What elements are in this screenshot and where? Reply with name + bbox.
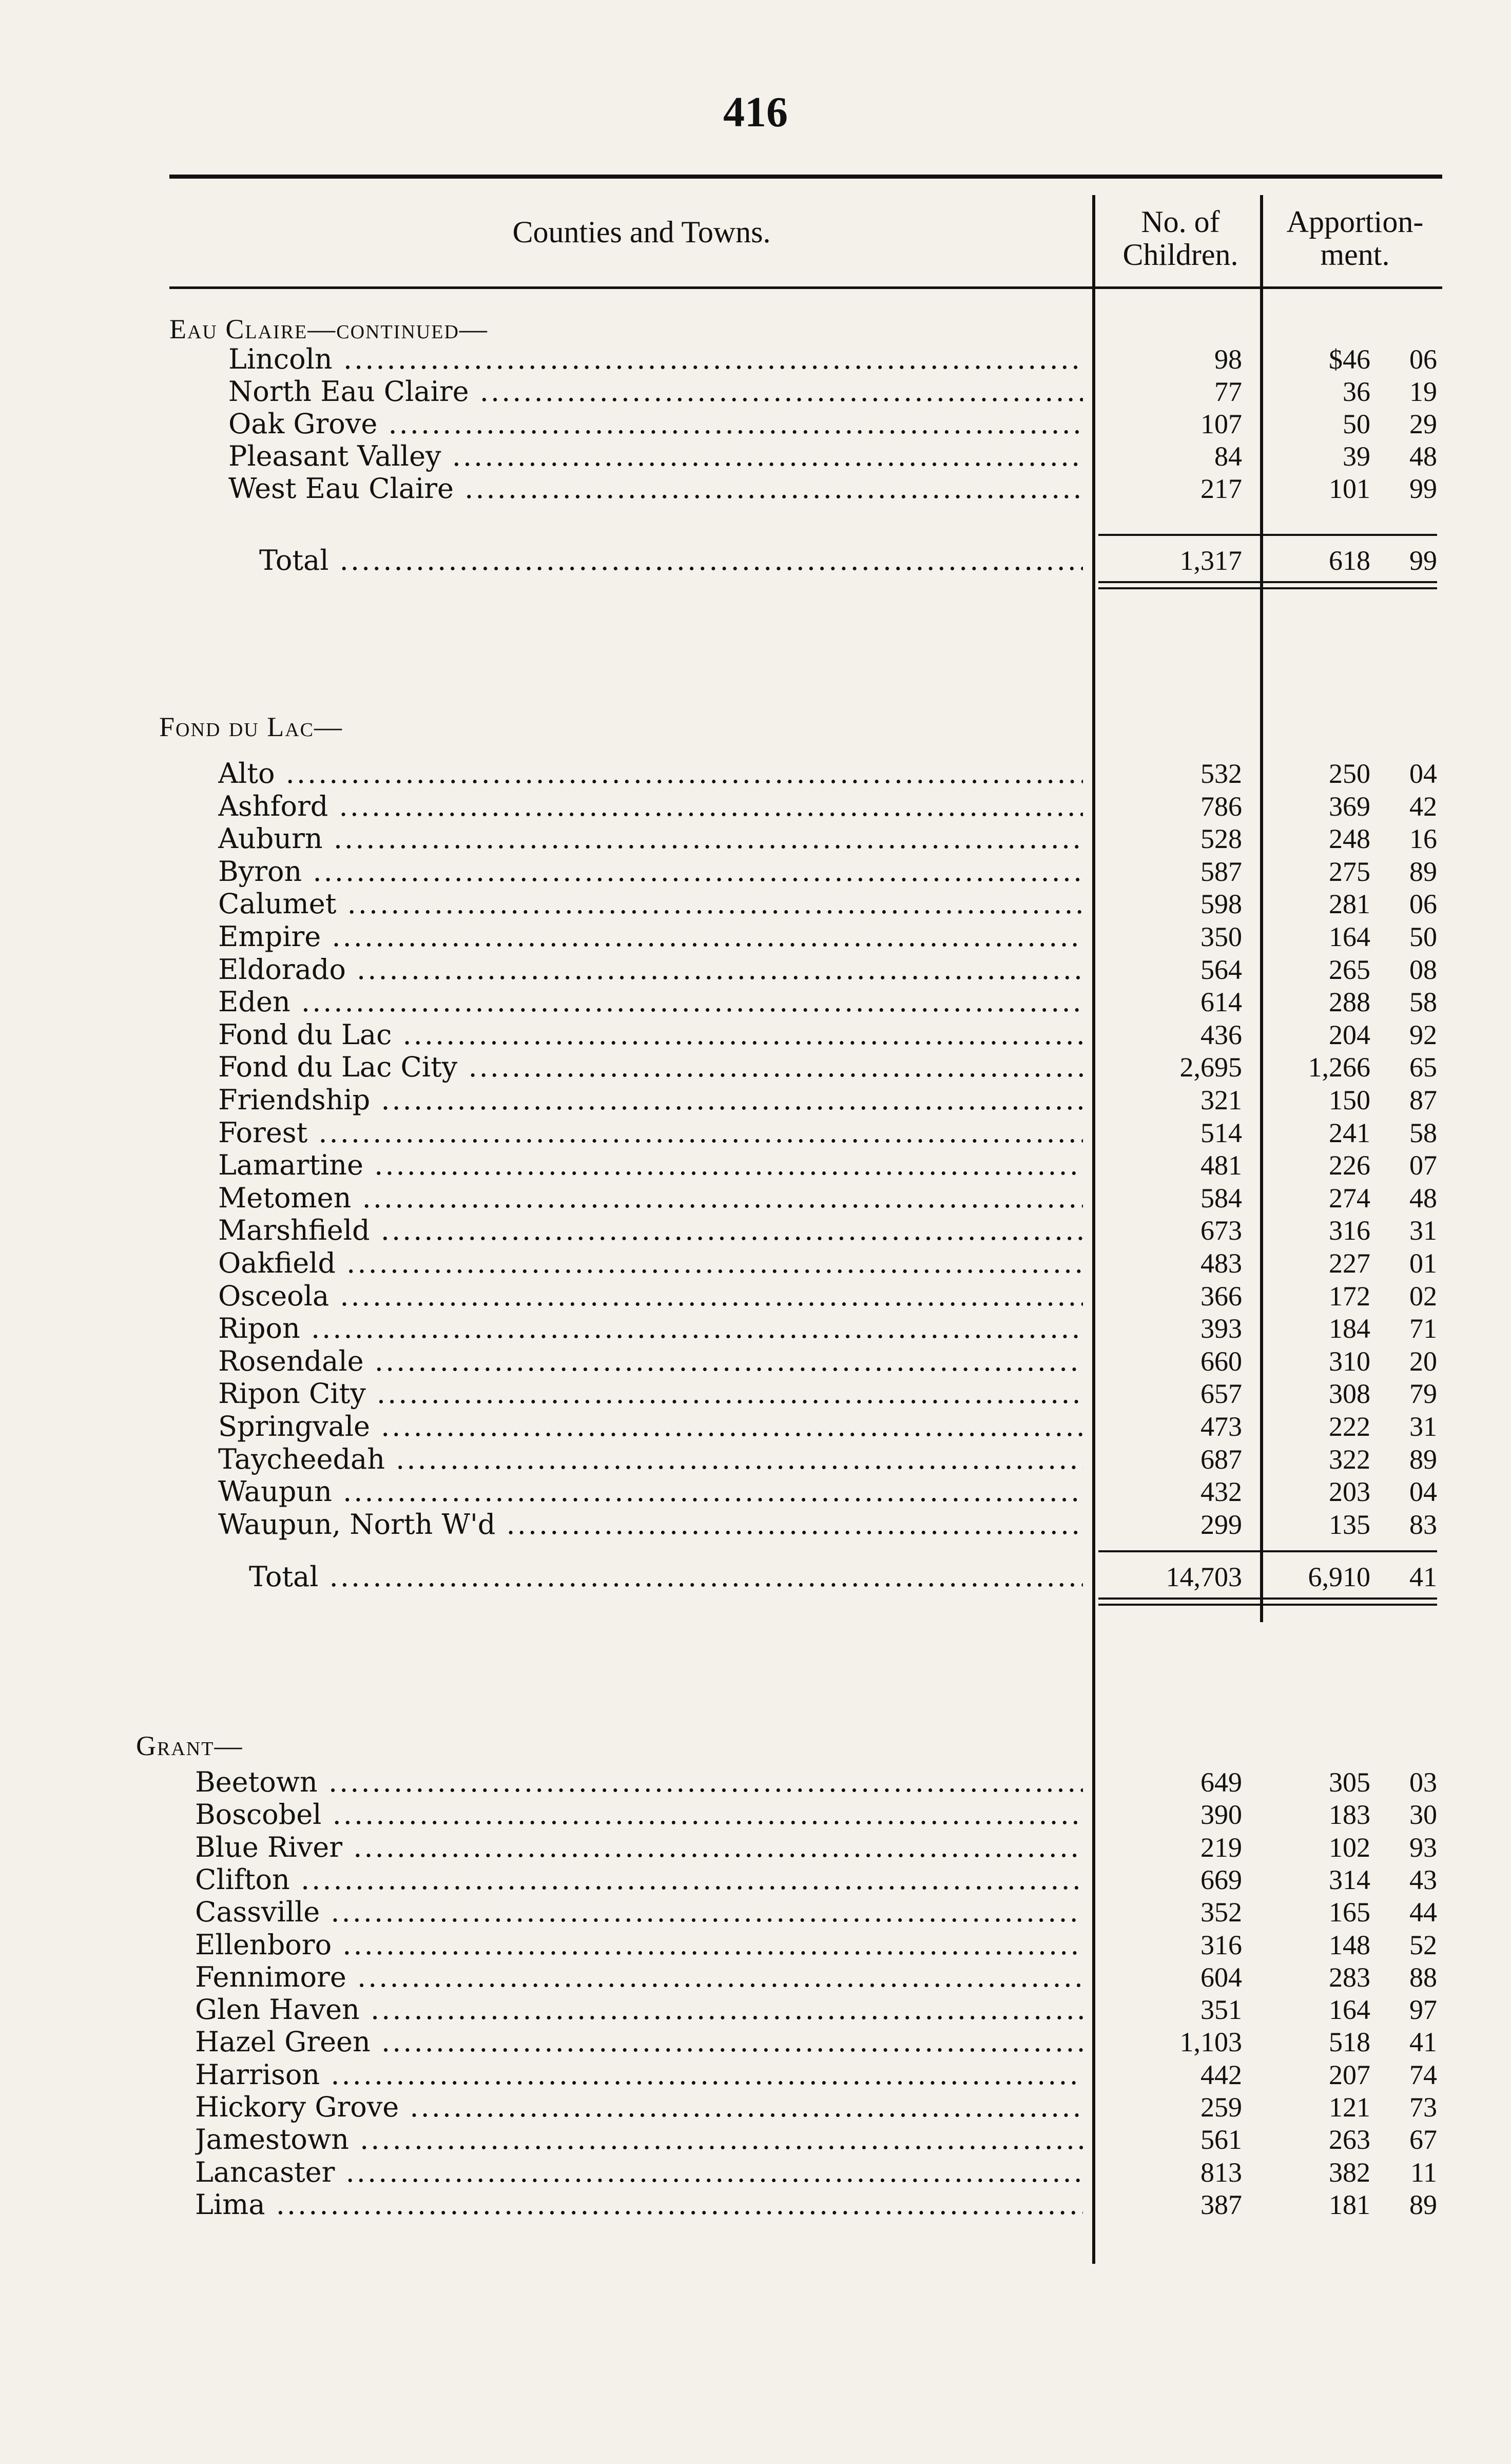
apportionment-dollars: 226	[1329, 1150, 1370, 1181]
table-row	[0, 2156, 1511, 2189]
total-row	[0, 544, 1511, 577]
town-name: Waupun .....	[218, 1475, 1083, 1508]
town-name: Auburn .....	[218, 822, 1083, 855]
apportionment-cents: 06	[1409, 889, 1437, 919]
total-rule-bottom-double	[1098, 1604, 1437, 1606]
apportionment-dollars: 314	[1329, 1864, 1370, 1895]
children-count: 366	[1200, 1281, 1242, 1312]
apportionment-dollars: 6,910	[1308, 1562, 1370, 1592]
apportionment-cents: 43	[1409, 1864, 1437, 1895]
town-name: West Eau Claire .....	[228, 472, 1083, 505]
apportionment-dollars: 275	[1329, 856, 1370, 887]
apportionment-dollars: 203	[1329, 1476, 1370, 1507]
children-count: 84	[1214, 441, 1242, 472]
table-row	[0, 1475, 1511, 1508]
total-rule-bottom	[1098, 1597, 1437, 1600]
apportionment-dollars: 618	[1329, 545, 1370, 576]
children-count: 687	[1200, 1444, 1242, 1475]
total-rule-bottom-double	[1098, 587, 1437, 589]
apportionment-cents: 83	[1409, 1509, 1437, 1540]
apportionment-cents: 31	[1409, 1215, 1437, 1246]
county-title: Fond du Lac—	[159, 711, 343, 742]
header-apportionment-line2: ment.	[1320, 238, 1390, 272]
table-row	[0, 953, 1511, 986]
children-count: 98	[1214, 344, 1242, 375]
table-row	[0, 1149, 1511, 1182]
town-name: Beetown .....	[195, 1766, 1083, 1799]
apportionment-cents: 16	[1409, 823, 1437, 854]
town-name: Forest .....	[218, 1116, 1083, 1149]
table-row	[0, 1443, 1511, 1476]
children-count: 598	[1200, 889, 1242, 919]
children-count: 259	[1200, 2092, 1242, 2123]
table-row	[0, 1018, 1511, 1051]
apportionment-cents: 52	[1409, 1930, 1437, 1960]
children-count: 673	[1200, 1215, 1242, 1246]
town-name: Taycheedah .....	[218, 1443, 1083, 1476]
town-name: Hickory Grove .....	[195, 2091, 1083, 2124]
town-name: Waupun, North W'd .....	[218, 1508, 1083, 1541]
apportionment-cents: 01	[1409, 1248, 1437, 1279]
children-count: 483	[1200, 1248, 1242, 1279]
table-row	[0, 440, 1511, 473]
town-name: Fennimore .....	[195, 1961, 1083, 1994]
apportionment-cents: 02	[1409, 1281, 1437, 1312]
apportionment-dollars: 241	[1329, 1118, 1370, 1148]
town-name: Cassville .....	[195, 1896, 1083, 1929]
county-title: Eau Claire—continued—	[169, 314, 488, 344]
apportionment-dollars: 164	[1329, 921, 1370, 952]
total-label: Total .....	[249, 1561, 1083, 1593]
apportionment-cents: 58	[1409, 1118, 1437, 1148]
children-count: 1,103	[1179, 2027, 1242, 2057]
children-count: 107	[1200, 409, 1242, 439]
table-row	[0, 2026, 1511, 2058]
children-count: 584	[1200, 1183, 1242, 1214]
town-name: Oak Grove .....	[228, 408, 1083, 440]
town-name: Lamartine .....	[218, 1149, 1083, 1182]
table-row	[0, 920, 1511, 953]
children-count: 528	[1200, 823, 1242, 854]
apportionment-cents: 65	[1409, 1052, 1437, 1083]
table-row	[0, 1993, 1511, 2026]
town-name: Springvale .....	[218, 1410, 1083, 1443]
apportionment-cents: 48	[1409, 441, 1437, 472]
apportionment-dollars: 227	[1329, 1248, 1370, 1279]
children-count: 473	[1200, 1411, 1242, 1442]
children-count: 316	[1200, 1930, 1242, 1960]
table-row	[0, 1214, 1511, 1247]
apportionment-cents: 50	[1409, 921, 1437, 952]
apportionment-dollars: 39	[1343, 441, 1370, 472]
children-count: 561	[1200, 2124, 1242, 2155]
apportionment-dollars: 164	[1329, 1994, 1370, 2025]
children-count: 514	[1200, 1118, 1242, 1148]
children-count: 350	[1200, 921, 1242, 952]
town-name: Friendship .....	[218, 1084, 1083, 1116]
town-name: Lincoln .....	[228, 343, 1083, 376]
children-count: 669	[1200, 1864, 1242, 1895]
children-count: 2,695	[1179, 1052, 1242, 1083]
apportionment-cents: 11	[1410, 2157, 1437, 2188]
children-count: 352	[1200, 1897, 1242, 1928]
apportionment-dollars: 204	[1329, 1019, 1370, 1050]
county-title: Grant—	[136, 1730, 243, 1761]
town-name: Byron .....	[218, 855, 1083, 888]
header-children-line1: No. of	[1141, 205, 1220, 239]
table-row	[0, 757, 1511, 790]
apportionment-dollars: 322	[1329, 1444, 1370, 1475]
town-name: Oakfield .....	[218, 1247, 1083, 1280]
apportionment-dollars: 281	[1329, 889, 1370, 919]
apportionment-cents: 07	[1409, 1150, 1437, 1181]
apportionment-cents: 71	[1409, 1313, 1437, 1344]
town-name: Harrison .....	[195, 2058, 1083, 2091]
town-name: Metomen .....	[218, 1182, 1083, 1215]
apportionment-dollars: 135	[1329, 1509, 1370, 1540]
apportionment-cents: 41	[1409, 1562, 1437, 1592]
table-row	[0, 1961, 1511, 1994]
table-row	[0, 343, 1511, 376]
apportionment-cents: 89	[1409, 856, 1437, 887]
children-count: 604	[1200, 1962, 1242, 1993]
apportionment-dollars: 148	[1329, 1930, 1370, 1960]
apportionment-cents: 29	[1409, 409, 1437, 439]
town-name: Lancaster .....	[195, 2156, 1083, 2189]
town-name: Ashford .....	[218, 790, 1083, 823]
apportionment-cents: 73	[1409, 2092, 1437, 2123]
table-row	[0, 2091, 1511, 2124]
town-name: Rosendale .....	[218, 1345, 1083, 1378]
town-name: Glen Haven .....	[195, 1993, 1083, 2026]
apportionment-dollars: $46	[1329, 344, 1370, 375]
apportionment-cents: 08	[1409, 954, 1437, 985]
children-count: 219	[1200, 1832, 1242, 1863]
apportionment-dollars: 250	[1329, 758, 1370, 789]
apportionment-cents: 30	[1409, 1799, 1437, 1830]
total-rule-top	[1098, 534, 1437, 536]
apportionment-cents: 04	[1409, 1476, 1437, 1507]
total-label: Total .....	[259, 544, 1083, 577]
children-count: 390	[1200, 1799, 1242, 1830]
apportionment-cents: 88	[1409, 1962, 1437, 1993]
apportionment-dollars: 518	[1329, 2027, 1370, 2057]
table-row	[0, 1798, 1511, 1831]
apportionment-dollars: 50	[1343, 409, 1370, 439]
apportionment-dollars: 310	[1329, 1346, 1370, 1377]
apportionment-cents: 67	[1409, 2124, 1437, 2155]
apportionment-cents: 31	[1409, 1411, 1437, 1442]
apportionment-cents: 74	[1409, 2059, 1437, 2090]
town-name: Fond du Lac .....	[218, 1018, 1083, 1051]
children-count: 442	[1200, 2059, 1242, 2090]
header-apportionment-line1: Apportion-	[1286, 205, 1424, 239]
table-row	[0, 1377, 1511, 1410]
table-row	[0, 1863, 1511, 1896]
table-row	[0, 1051, 1511, 1084]
town-name: Osceola .....	[218, 1280, 1083, 1313]
table-row	[0, 1896, 1511, 1929]
table-row	[0, 1182, 1511, 1215]
table-row	[0, 822, 1511, 855]
children-count: 321	[1200, 1085, 1242, 1115]
table-row	[0, 855, 1511, 888]
apportionment-dollars: 283	[1329, 1962, 1370, 1993]
table-row	[0, 2123, 1511, 2156]
apportionment-dollars: 265	[1329, 954, 1370, 985]
page-number: 416	[723, 88, 788, 136]
apportionment-cents: 42	[1409, 791, 1437, 822]
apportionment-cents: 99	[1409, 545, 1437, 576]
town-name: Ellenboro .....	[195, 1929, 1083, 1961]
apportionment-dollars: 207	[1329, 2059, 1370, 2090]
apportionment-dollars: 184	[1329, 1313, 1370, 1344]
apportionment-dollars: 102	[1329, 1832, 1370, 1863]
town-name: Marshfield .....	[218, 1214, 1083, 1247]
table-row	[0, 2188, 1511, 2221]
town-name: Clifton .....	[195, 1863, 1083, 1896]
children-count: 564	[1200, 954, 1242, 985]
apportionment-dollars: 181	[1329, 2189, 1370, 2220]
apportionment-cents: 93	[1409, 1832, 1437, 1863]
children-count: 14,703	[1166, 1562, 1242, 1592]
apportionment-cents: 03	[1409, 1767, 1437, 1798]
apportionment-dollars: 165	[1329, 1897, 1370, 1928]
children-count: 813	[1200, 2157, 1242, 2188]
town-name: Hazel Green .....	[195, 2026, 1083, 2058]
children-count: 1,317	[1179, 545, 1242, 576]
table-row	[0, 1280, 1511, 1313]
header-apportionment	[1268, 205, 1442, 271]
apportionment-dollars: 248	[1329, 823, 1370, 854]
apportionment-cents: 89	[1409, 1444, 1437, 1475]
table-row	[0, 1312, 1511, 1345]
table-row	[0, 986, 1511, 1018]
total-row	[0, 1561, 1511, 1593]
children-count: 532	[1200, 758, 1242, 789]
table-row	[0, 1410, 1511, 1443]
apportionment-dollars: 288	[1329, 987, 1370, 1017]
table-row	[0, 790, 1511, 823]
children-count: 299	[1200, 1509, 1242, 1540]
children-count: 657	[1200, 1378, 1242, 1409]
header-children-line2: Children.	[1122, 238, 1238, 272]
apportionment-dollars: 172	[1329, 1281, 1370, 1312]
children-count: 614	[1200, 987, 1242, 1017]
apportionment-dollars: 305	[1329, 1767, 1370, 1798]
children-count: 393	[1200, 1313, 1242, 1344]
header-top-rule	[169, 175, 1442, 179]
apportionment-dollars: 274	[1329, 1183, 1370, 1214]
children-count: 432	[1200, 1476, 1242, 1507]
town-name: Fond du Lac City .....	[218, 1051, 1083, 1084]
children-count: 786	[1200, 791, 1242, 822]
town-name: Jamestown .....	[195, 2123, 1083, 2156]
total-rule-top	[1098, 1550, 1437, 1552]
table-row	[0, 1247, 1511, 1280]
apportionment-cents: 48	[1409, 1183, 1437, 1214]
apportionment-cents: 06	[1409, 344, 1437, 375]
apportionment-cents: 19	[1409, 376, 1437, 407]
apportionment-cents: 20	[1409, 1346, 1437, 1377]
apportionment-cents: 87	[1409, 1085, 1437, 1115]
children-count: 77	[1214, 376, 1242, 407]
town-name: Pleasant Valley .....	[228, 440, 1083, 473]
table-row	[0, 1831, 1511, 1864]
apportionment-cents: 58	[1409, 987, 1437, 1017]
children-count: 387	[1200, 2189, 1242, 2220]
apportionment-dollars: 121	[1329, 2092, 1370, 2123]
apportionment-cents: 92	[1409, 1019, 1437, 1050]
apportionment-dollars: 263	[1329, 2124, 1370, 2155]
apportionment-cents: 79	[1409, 1378, 1437, 1409]
total-rule-bottom	[1098, 581, 1437, 583]
children-count: 660	[1200, 1346, 1242, 1377]
children-count: 649	[1200, 1767, 1242, 1798]
table-row	[0, 888, 1511, 920]
apportionment-dollars: 1,266	[1308, 1052, 1370, 1083]
children-count: 436	[1200, 1019, 1242, 1050]
apportionment-cents: 99	[1409, 473, 1437, 504]
apportionment-dollars: 222	[1329, 1411, 1370, 1442]
table-row	[0, 1766, 1511, 1799]
children-count: 351	[1200, 1994, 1242, 2025]
apportionment-cents: 97	[1409, 1994, 1437, 2025]
town-name: Eldorado .....	[218, 953, 1083, 986]
town-name: Alto .....	[218, 757, 1083, 790]
town-name: Ripon .....	[218, 1312, 1083, 1345]
town-name: Calumet .....	[218, 888, 1083, 920]
table-row	[0, 1116, 1511, 1149]
header-counties-towns: Counties and Towns.	[512, 215, 771, 249]
town-name: Lima .....	[195, 2188, 1083, 2221]
apportionment-dollars: 382	[1329, 2157, 1370, 2188]
apportionment-dollars: 101	[1329, 473, 1370, 504]
table-row	[0, 408, 1511, 440]
table-row	[0, 375, 1511, 408]
town-name: North Eau Claire .....	[228, 375, 1083, 408]
town-name: Blue River .....	[195, 1831, 1083, 1864]
apportionment-dollars: 150	[1329, 1085, 1370, 1115]
apportionment-dollars: 316	[1329, 1215, 1370, 1246]
children-count: 217	[1200, 473, 1242, 504]
apportionment-cents: 04	[1409, 758, 1437, 789]
apportionment-cents: 89	[1409, 2189, 1437, 2220]
apportionment-cents: 41	[1409, 2027, 1437, 2057]
table-row	[0, 2058, 1511, 2091]
town-name: Empire .....	[218, 920, 1083, 953]
apportionment-dollars: 308	[1329, 1378, 1370, 1409]
table-row	[0, 472, 1511, 505]
header-bottom-rule	[169, 286, 1442, 289]
header-children	[1103, 205, 1257, 271]
table-row	[0, 1508, 1511, 1541]
children-count: 587	[1200, 856, 1242, 887]
table-row	[0, 1345, 1511, 1378]
apportionment-cents: 44	[1409, 1897, 1437, 1928]
apportionment-dollars: 183	[1329, 1799, 1370, 1830]
table-row	[0, 1929, 1511, 1961]
town-name: Ripon City .....	[218, 1377, 1083, 1410]
table-row	[0, 1084, 1511, 1116]
apportionment-dollars: 36	[1343, 376, 1370, 407]
children-count: 481	[1200, 1150, 1242, 1181]
town-name: Boscobel .....	[195, 1798, 1083, 1831]
apportionment-dollars: 369	[1329, 791, 1370, 822]
town-name: Eden .....	[218, 986, 1083, 1018]
